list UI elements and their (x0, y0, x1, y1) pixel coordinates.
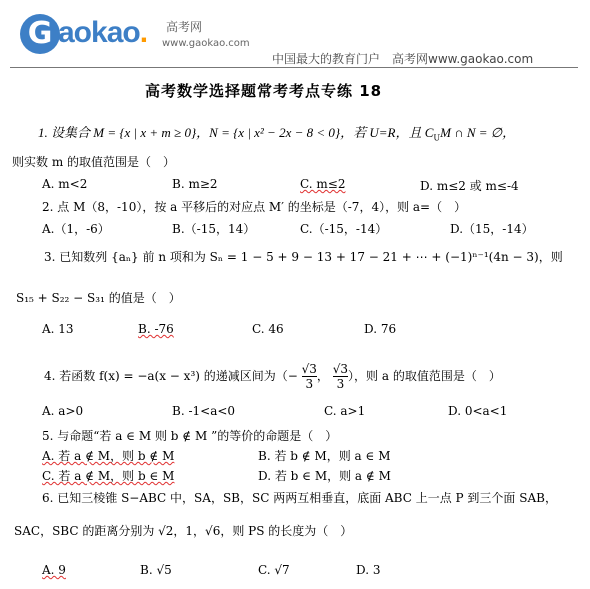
question-5-stem: 5. 与命题“若 a ∈ M 则 b ∉ M ”的等价的命题是（ ） (42, 429, 338, 443)
q6-option-c: C. √7 (258, 563, 290, 577)
logo-url: www.gaokao.com (162, 38, 250, 49)
logo-g-mark: G (20, 14, 60, 54)
q2-option-b: B.（-15，14） (172, 222, 256, 236)
logo-chinese: 高考网 (166, 20, 203, 34)
page-title: 高考数学选择题常考考点专练 18 (145, 82, 383, 100)
question-2-stem: 2. 点 M（8，-10），按 a 平移后的对应点 M′ 的坐标是（-7，4），则 a=（ ） (42, 200, 467, 214)
q6-option-b: B. √5 (140, 563, 172, 577)
question-3-line2: S₁₅ + S₂₂ − S₃₁ 的值是（ ） (16, 291, 181, 305)
q3-option-c: C. 46 (252, 322, 284, 336)
q4-fraction-2: $\frac{√3}{3}$ (332, 362, 349, 391)
q1-option-d: D. m≤2 或 m≤-4 (420, 179, 519, 193)
header-rule (10, 67, 578, 68)
q3-option-b: B. -76 (138, 322, 174, 336)
q6-option-d: D. 3 (356, 563, 381, 577)
q4-option-a: A. a>0 (42, 404, 84, 418)
header-tagline: 中国最大的教育门户 高考网www.gaokao.com (272, 52, 534, 66)
question-4-stem: 4. 若函数 f(x) = −a(x − x³) 的递减区间为（− $\frac{√3}{3}$ ， $\frac{√3}{3}$ ），则 a 的取值范围是（ ） (44, 362, 501, 391)
logo-wordmark: aokao. (58, 16, 148, 49)
q4-option-c: C. a>1 (324, 404, 366, 418)
q3-option-d: D. 76 (364, 322, 397, 336)
q5-option-c: C. 若 a ∉ M，则 b ∈ M (42, 469, 175, 483)
q4-option-d: D. 0<a<1 (448, 404, 508, 418)
q5-option-a: A. 若 a ∉ M，则 b ∉ M (42, 449, 175, 463)
question-6-line2: SAC，SBC 的距离分别为 √2，1，√6，则 PS 的长度为（ ） (14, 524, 353, 538)
question-1-line2: 则实数 m 的取值范围是（ ） (12, 155, 176, 169)
gaokao-logo (14, 4, 250, 64)
q1-option-b: B. m≥2 (172, 177, 218, 191)
q1-option-a: A. m<2 (42, 177, 88, 191)
q4-fraction-1: $\frac{√3}{3}$ (301, 362, 317, 391)
q2-option-c: C.（-15，-14） (300, 222, 388, 236)
q3-option-a: A. 13 (42, 322, 74, 336)
q2-option-d: D.（15，-14） (450, 222, 534, 236)
q1-option-c: C. m≤2 (300, 177, 346, 191)
question-1-stem: 1. 设集合 M = {x | x + m ≥ 0}，N = {x | x² − 2x − 8 < 0}，若 U=R，且 $C_UM$ ∩ N = ∅， (38, 125, 516, 143)
q6-option-a: A. 9 (42, 563, 66, 577)
q5-option-b: B. 若 b ∉ M，则 a ∈ M (258, 449, 391, 463)
q2-option-a: A.（1，-6） (42, 222, 110, 236)
q4-option-b: B. -1<a<0 (172, 404, 236, 418)
question-6-stem: 6. 已知三棱锥 S−ABC 中，SA，SB，SC 两两互相垂直，底面 ABC 上一点 P 到三个面 SAB， (42, 491, 557, 505)
question-3-stem: 3. 已知数列 {aₙ} 前 n 项和为 Sₙ = 1 − 5 + 9 − 13 + 17 − 21 + ⋯ + (−1)ⁿ⁻¹(4n − 3)，则 (44, 250, 563, 264)
q5-option-d: D. 若 b ∈ M，则 a ∉ M (258, 469, 391, 483)
